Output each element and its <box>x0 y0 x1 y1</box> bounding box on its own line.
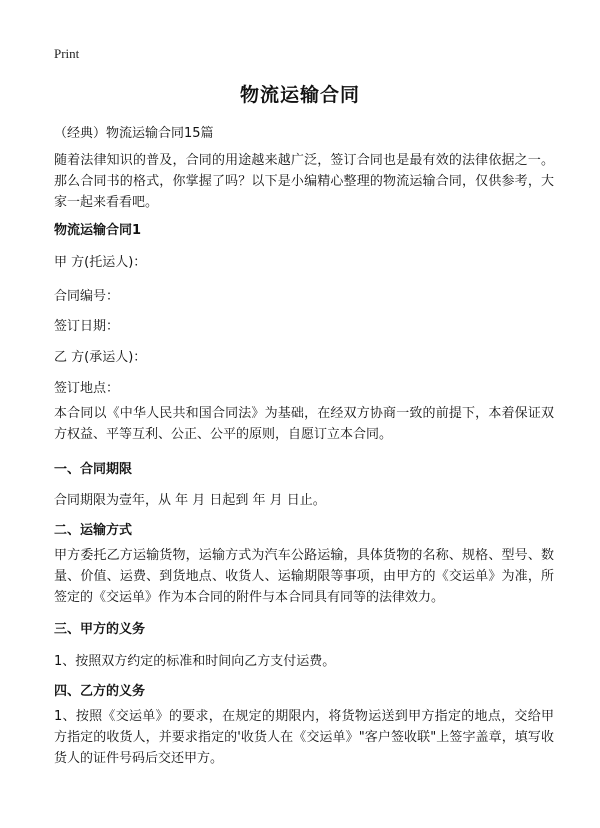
contract-heading: 物流运输合同1 <box>54 223 142 238</box>
section-heading-party-b-duties: 四、乙方的义务 <box>54 684 146 699</box>
section-body-party-b-duties: 1、按照《交运单》的要求，在规定的期限内，将货物运送到甲方指定的地点，交给甲方指定的收货人，并要求指定的'收货人在《交运单》"客户签收联"上签字盖章，填写收货人的证件号码后交还甲方。 <box>54 709 554 766</box>
print-link[interactable]: Print <box>54 46 80 61</box>
sign-place-line: 签订地点： <box>54 381 120 396</box>
section-body-party-a-duties: 1、按照双方约定的标准和时间向乙方支付运费。 <box>54 654 336 669</box>
section-heading-party-a-duties: 三、甲方的义务 <box>54 622 146 637</box>
party-a-line: 甲 方(托运人)： <box>54 255 147 270</box>
contract-number-line: 合同编号： <box>54 289 120 304</box>
document-subtitle: （经典）物流运输合同15篇 <box>54 126 214 141</box>
section-heading-transport: 二、运输方式 <box>54 523 133 538</box>
sign-date-line: 签订日期： <box>54 319 120 334</box>
section-body-term: 合同期限为壹年，从 年 月 日起到 年 月 日止。 <box>54 493 326 508</box>
intro-paragraph: 随着法律知识的普及，合同的用途越来越广泛，签订合同也是最有效的法律依据之一。那么合同书的格式，你掌握了吗？以下是小编精心整理的物流运输合同，仅供参考，大家一起来看看吧。 <box>54 153 554 210</box>
section-heading-term: 一、合同期限 <box>54 462 133 477</box>
section-body-transport: 甲方委托乙方运输货物，运输方式为汽车公路运输，具体货物的名称、规格、型号、数量、价值、运费、到货地点、收货人、运输期限等事项，由甲方的《交运单》为准，所签定的《交运单》作为本合同的附件与本合同具有同等的法律效力。 <box>54 548 554 605</box>
party-b-line: 乙 方(承运人)： <box>54 350 147 365</box>
document-title: 物流运输合同 <box>239 84 360 106</box>
preamble-paragraph: 本合同以《中华人民共和国合同法》为基础，在经双方协商一致的前提下，本着保证双方权益、平等互利、公正、公平的原则，自愿订立本合同。 <box>54 406 554 442</box>
